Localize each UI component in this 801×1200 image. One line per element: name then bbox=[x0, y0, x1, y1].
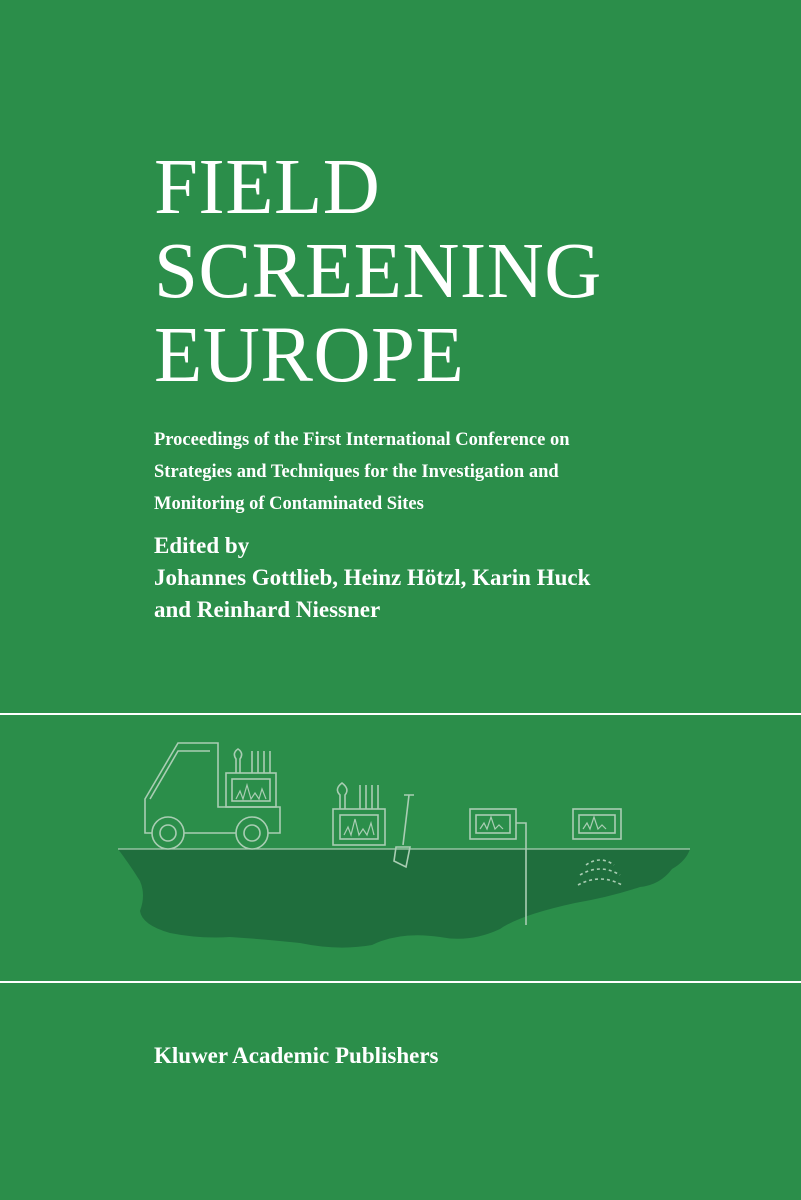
editor-names-line-2: and Reinhard Niessner bbox=[154, 597, 381, 622]
subtitle-line-3: Monitoring of Contaminated Sites bbox=[154, 494, 424, 514]
title-line-3: EUROPE bbox=[154, 312, 465, 399]
publisher-name: Kluwer Academic Publishers bbox=[154, 1043, 439, 1068]
edited-by-label: Edited by bbox=[154, 533, 250, 558]
book-title bbox=[154, 146, 602, 398]
truck-icon bbox=[145, 743, 280, 849]
subtitle-line-2: Strategies and Techniques for the Investigation and bbox=[154, 462, 559, 482]
subtitle-line-1: Proceedings of the First International Conference on bbox=[154, 430, 570, 450]
title-line-1: FIELD bbox=[154, 144, 381, 231]
editor-names-line-1: Johannes Gottlieb, Heinz Hötzl, Karin Huck bbox=[154, 565, 591, 590]
book-subtitle bbox=[154, 424, 570, 520]
lab-instrument-icon bbox=[333, 783, 385, 845]
bottom-divider bbox=[0, 981, 801, 983]
ground-icon bbox=[118, 849, 690, 948]
editors-block bbox=[154, 530, 590, 626]
title-line-2: SCREENING bbox=[154, 228, 602, 315]
field-screening-illustration bbox=[0, 715, 801, 981]
